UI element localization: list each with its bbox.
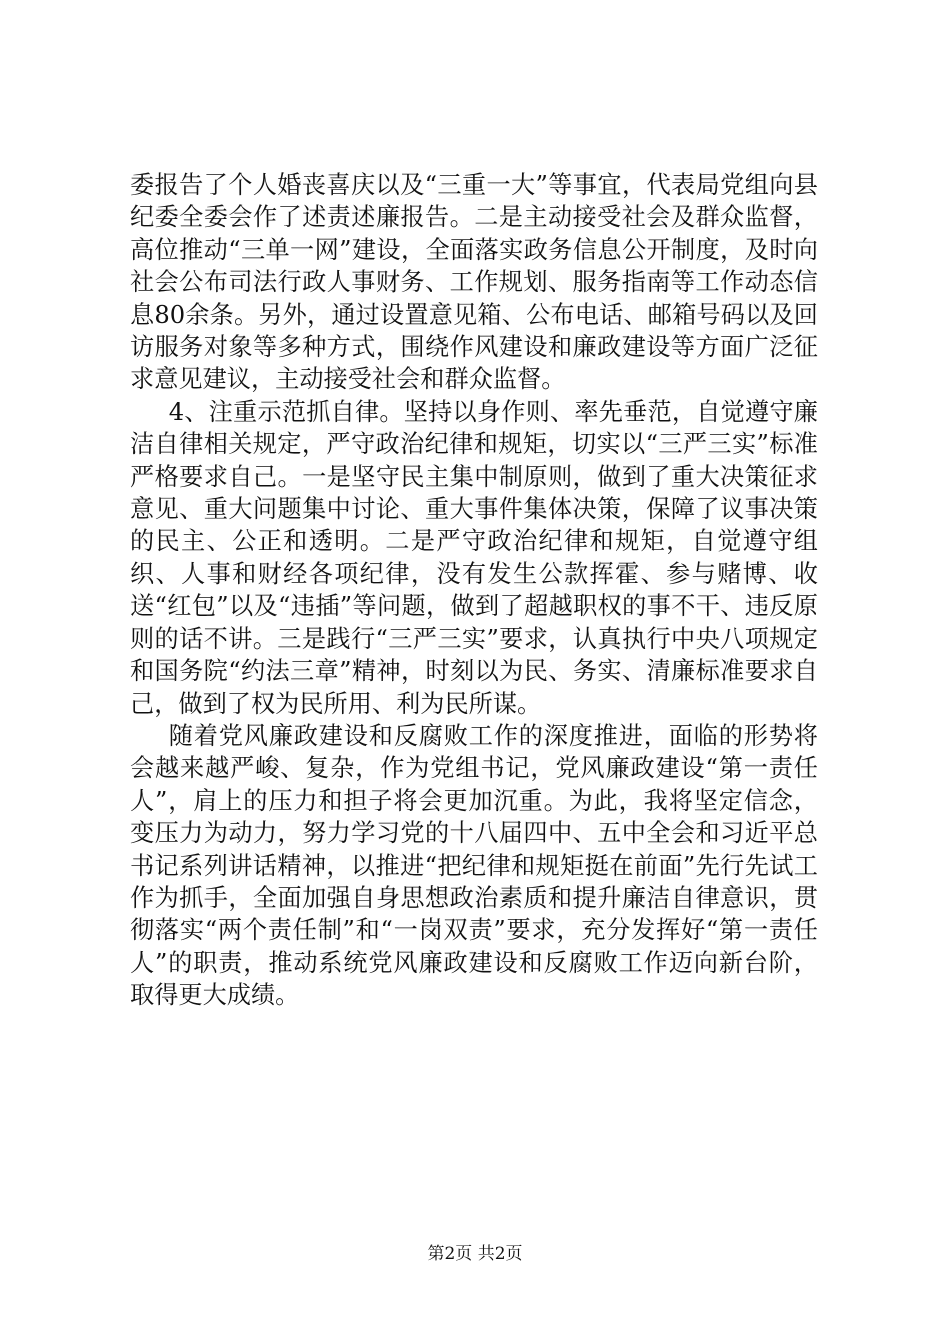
- paragraph-self-discipline: 4、注重示范抓自律。坚持以身作则、率先垂范，自觉遵守廉洁自律相关规定，严守政治纪律和规矩，切实以“三严三实”标准严格要求自己。一是坚守民主集中制原则，做到了重大决策征求意见、重大问题集中讨论、重大事件集体决策，保障了议事决策的民主、公正和透明。二是严守政治纪律和规矩，自觉遵守组织、人事和财经各项纪律，没有发生公款挥霍、参与赌博、收送“红包”以及“违插”等问题，做到了超越职权的事不干、违反原则的话不讲。三是践行“三严三实”要求，认真执行中央八项规定和国务院“约法三章”精神，时刻以为民、务实、清廉标准要求自己，做到了权为民所用、利为民所谋。: [130, 397, 818, 718]
- paragraph-continuation: 委报告了个人婚丧喜庆以及“三重一大”等事宜，代表局党组向县纪委全委会作了述责述廉报告。二是主动接受社会及群众监督，高位推动“三单一网”建设，全面落实政务信息公开制度，及时向社会公布司法行政人事财务、工作规划、服务指南等工作动态信息80余条。另外，通过设置意见箱、公布电话、邮箱号码以及回访服务对象等多种方式，围绕作风建设和廉政建设等方面广泛征求意见建议，主动接受社会和群众监督。: [130, 171, 818, 394]
- document-body: [130, 169, 818, 1012]
- paragraph-conclusion: 随着党风廉政建设和反腐败工作的深度推进，面临的形势将会越来越严峻、复杂，作为党组书记，党风廉政建设“第一责任人”，肩上的压力和担子将会更加沉重。为此，我将坚定信念，变压力为动力，努力学习党的十八届四中、五中全会和习近平总书记系列讲话精神，以推进“把纪律和规矩挺在前面”先行先试工作为抓手，全面加强自身思想政治素质和提升廉洁自律意识，贯彻落实“两个责任制”和“一岗双责”要求，充分发挥好“第一责任人”的职责，推动系统党风廉政建设和反腐败工作迈向新台阶，取得更大成绩。: [130, 721, 818, 1010]
- page-footer: 第2页 共2页: [427, 1244, 523, 1264]
